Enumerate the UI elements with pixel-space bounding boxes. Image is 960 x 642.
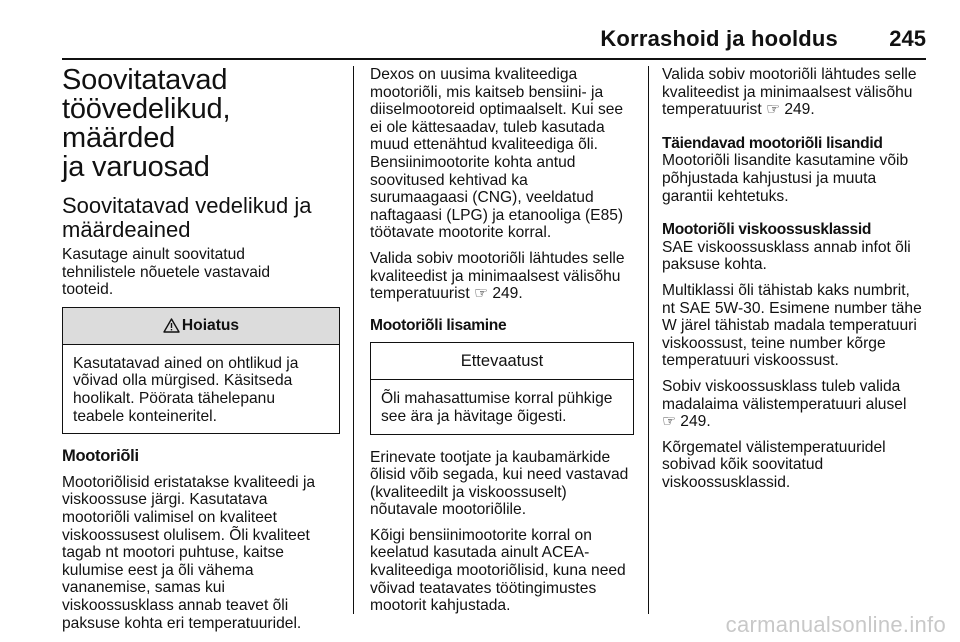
viscosity-heading: Mootoriõli viskoossusklassid [662,221,872,239]
viscosity-text: SAE viskoossusklass annab infot õli paksuse kohta. [662,238,911,274]
intro-text: Kasutage ainult soovitatud tehnilistele nõuetele vastavaid tooteid. [62,246,271,299]
oil-adding-heading: Mootoriõli lisamine [370,316,507,334]
acea-text: Kõigi bensiinimootorite korral on keelatud kasutada ainult ACEA- kvaliteediga mootoriõlisid, kuna need võivad teatavates töötingimustes mootorit kahjustada. [370,526,626,615]
column-divider [648,66,649,614]
main-heading: Soovitatavad töövedelikud, määrded ja varuosad [62,64,231,183]
page-header [62,24,926,60]
column-left [62,66,340,640]
column-right [662,66,928,499]
column-divider [353,66,354,614]
warning-header [63,308,339,345]
mixing-text: Erinevate tootjate ja kaubamärkide õlisid võib segada, kui need vastavad (kvaliteedilt ja viskoossuselt) nõutavale mootoriõlile. [370,448,629,519]
page-number: 245 [889,26,926,51]
warning-title: Hoiatus [181,316,240,334]
viscosity-text: Kõrgematel välistemperatuuridel sobivad kõik soovitatud viskoossusklassid. [662,438,886,491]
viscosity-text: Multiklassi õli tähistab kaks numbrit, nt SAE 5W-30. Esimene number tähe W järel tähistab madala temperatuuri viskoossust, teine number kõrge temperatuuri viskoossust. [662,281,922,370]
caution-body: Õli mahasattumise korral pühkige see ära ja hävitage õigesti. [381,390,613,425]
warning-box [62,307,340,434]
oil-text: Mootoriõlisid eristatakse kvaliteedi ja viskoossuse järgi. Kasutatava mootoriõli valimisel on kvaliteet viskoossusest olulisem. Õli kvaliteet tagab nt mootori puhtuse, kaitse kulumise eest ja õli vähema vananemise, samas kui viskoossusklass annab teavet õli paksuse kohta eri temperatuuridel. [62,473,316,632]
additives-text: Mootoriõli lisandite kasutamine võib põhjustada kahjustusi ja muuta garantii kehtetuks. [662,152,909,205]
sub-heading: Soovitatavad vedelikud ja määrdeained [62,193,312,242]
additives-heading: Täiendavad mootoriõli lisandid [662,134,883,152]
watermark: carmanualsonline.info [725,612,946,637]
warning-body: Kasutatavad ained on ohtlikud ja võivad olla mürgised. Käsitseda hoolikalt. Pöörata tähelepanu teabele konteineritel. [73,354,299,425]
chapter-title: Korrashoid ja hooldus [600,26,838,51]
viscosity-text: Sobiv viskoossusklass tuleb valida madalaima välistemperatuuri alusel ☞ 249. [662,377,907,431]
caution-box [370,342,634,434]
column-middle [370,66,634,623]
oil-selection-text: Valida sobiv mootoriõli lähtudes selle kvaliteedist ja minimaalsest välisõhu temperatuurist ☞ 249. [370,249,625,303]
oil-heading: Mootoriõli [62,447,139,466]
caution-header: Ettevaatust [371,343,633,380]
dexos-text: Dexos on uusima kvaliteediga mootoriõli, mis kaitseb bensiini- ja diiselmootoreid optimaalselt. Kui see ei ole kättesaadav, tuleb kasutada muud ettenähtud kvaliteediga õli. Bensiinimootorite kohta antud soovitused kehtivad ka surumaagaasi (CNG), veeldatud naftagaasi (LPG) ja etanooliga (E85) töötavate mootorite korral. [370,66,624,242]
warning-icon [163,318,180,333]
oil-selection-text: Valida sobiv mootoriõli lähtudes selle kvaliteedist ja minimaalsest välisõhu temperatuurist ☞ 249. [662,66,917,119]
